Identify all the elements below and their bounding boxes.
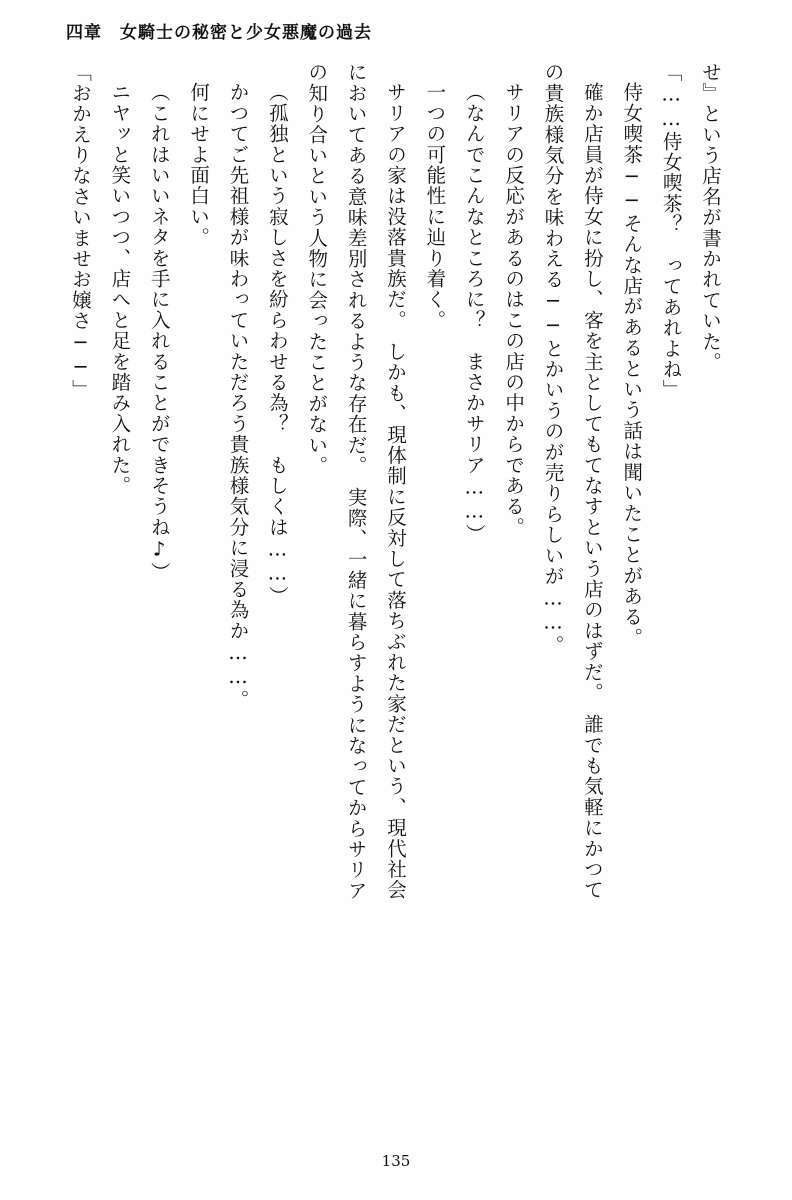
paragraph: 侍女喫茶──そんな店があるという話は聞いたことがある。 [620, 81, 644, 648]
paragraph: においてある意味差別されるような存在だ。 実際、一緒に暮らすようになってからサリア [344, 62, 368, 901]
paragraph: 確か店員が侍女に扮し、客を主としてもてなすという店のはずだ。 誰でも気軽にかつて [580, 81, 604, 900]
paragraph: サリアの反応があるのはこの店の中からである。 [502, 81, 526, 537]
paragraph: サリアの家は没落貴族だ。 しかも、現体制に反対して落ちぶれた家だという、現代社会 [384, 81, 407, 900]
paragraph: かつてご先祖様が味わっていただろう貴族様気分に浸る為か……。 [226, 81, 250, 710]
paragraph: （これはいいネタを手に入れることができそうね♪） [147, 81, 171, 582]
paragraph: （なんでこんなところに？ まさかサリア……） [462, 81, 486, 544]
paragraph: 何にせよ面白い。 [187, 81, 211, 248]
paragraph: の貴族様気分を味わえる──とかいうのが売りらしいが……。 [541, 62, 565, 656]
page-number: 135 [381, 1152, 411, 1170]
paragraph: 「……侍女喫茶？ ってあれよね」 [659, 62, 683, 401]
paragraph: 一つの可能性に辿り着く。 [423, 81, 447, 330]
paragraph: 「おかえりなさいませお嬢さ──」 [69, 62, 92, 401]
paragraph: ニヤッと笑いつつ、店へと足を踏み入れた。 [108, 81, 132, 496]
paragraph: せ』という店名が書かれていた。 [699, 62, 722, 373]
paragraph: の知り合いという人物に会ったことがない。 [305, 62, 329, 476]
running-head-chapter-title: 四章 女騎士の秘密と少女悪魔の過去 [66, 23, 372, 43]
page-body-text [70, 62, 730, 1122]
paragraph: （孤独という寂しさを紛らわせる為？ もしくは……） [265, 81, 289, 606]
